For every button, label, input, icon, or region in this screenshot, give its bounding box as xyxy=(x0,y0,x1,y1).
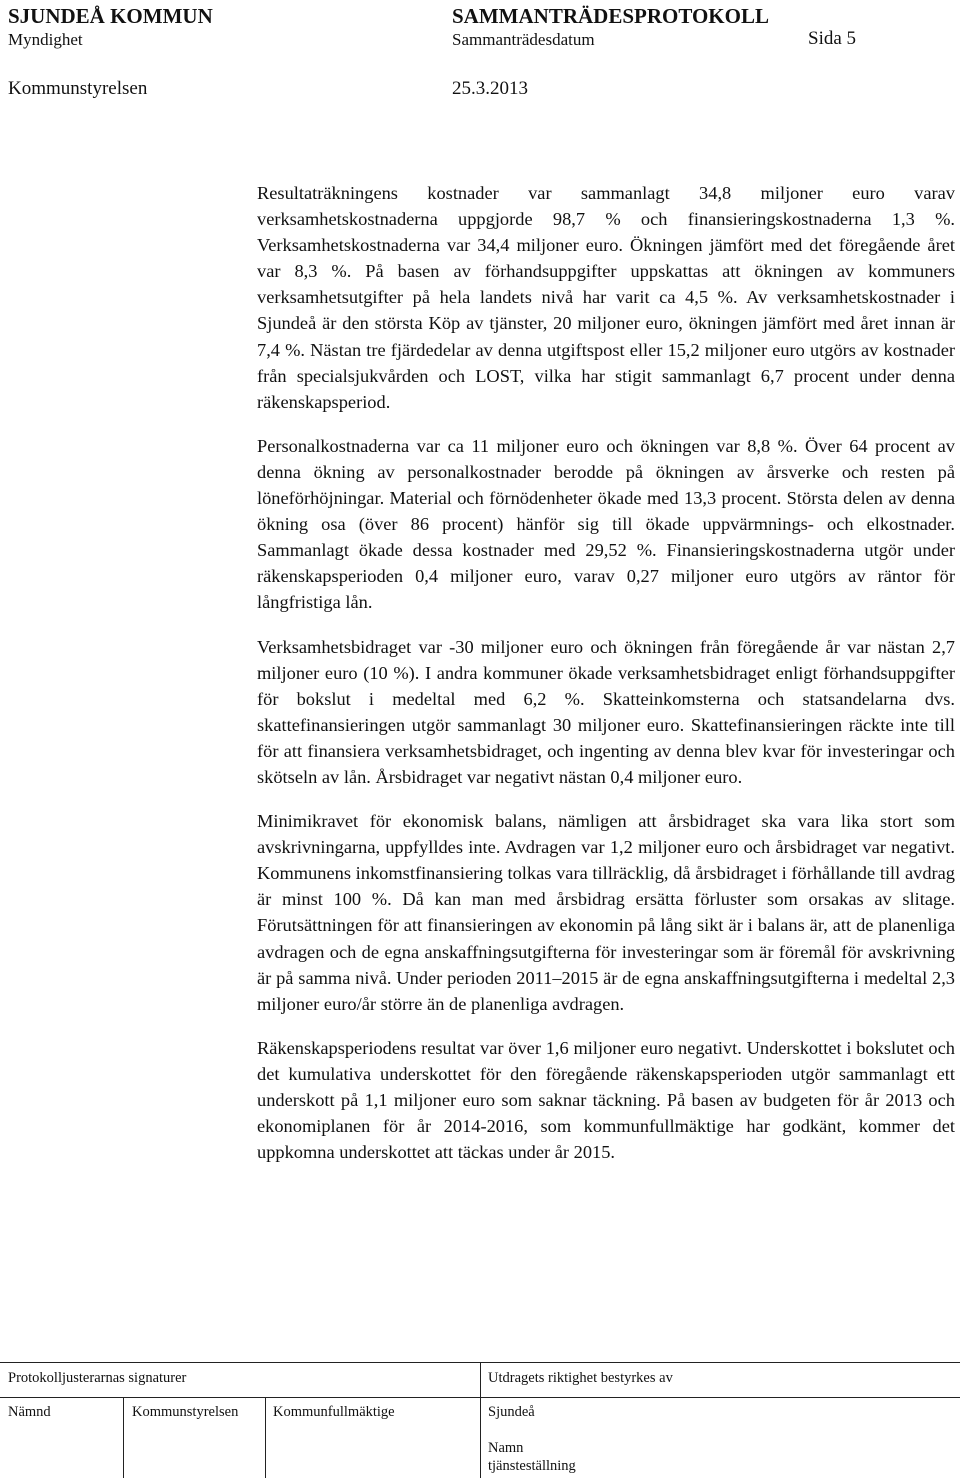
authority-name: Kommunstyrelsen xyxy=(8,78,148,99)
footer-column-divider xyxy=(480,1362,481,1478)
paragraph: Personalkostnaderna var ca 11 miljoner euro och ökningen var 8,8 %. Över 64 procent av denna ökning av personalkostnader berodde på ökningen av årsverke och resten på löneförhöjningar. Material och förnödenheter ökade med 13,3 procent. Största delen av denna ökning osa (över 86 procent) hänför sig till ökade uppvärmnings- och elkostnader. Sammanlagt ökade dessa kostnader med 29,52 %. Finansieringskostnaderna utgör under räkenskapsperioden 0,4 miljoner euro, varav 0,27 miljoner euro utgörs av räntor för långfristiga lån. xyxy=(257,435,955,613)
footer-col-kommunfullmaktige: Kommunfullmäktige xyxy=(273,1404,395,1420)
footer-title-label: tjänsteställning xyxy=(488,1458,576,1474)
authority-label: Myndighet xyxy=(8,30,83,49)
protocol-body xyxy=(257,180,955,1183)
paragraph: Räkenskapsperiodens resultat var över 1,6 miljoner euro negativt. Underskottet i bokslutet och det kumulativa underskottet för den föregående räkenskapsperioden utgör sammanlagt ett underskott på 1,1 miljoner euro som saknar täckning. På basen av budgeten för år 2013 och ekonomiplanen för år 2014-2016, som kommunfullmäktige har godkänt, kommer det uppkomna underskottet att täckas under år 2015. xyxy=(257,1037,955,1163)
date-label: Sammanträdesdatum xyxy=(452,30,595,49)
page-number: Sida 5 xyxy=(808,28,857,49)
meeting-date: 25.3.2013 xyxy=(452,78,528,99)
footer-col-kommunstyrelsen: Kommunstyrelsen xyxy=(132,1404,239,1420)
paragraph: Minimikravet för ekonomisk balans, nämligen att årsbidraget ska vara lika stort som avskrivningarna, uppfylldes inte. Avdragen var 1,2 miljoner euro och årsbidraget var negativt. Kommunens inkomstfinansiering tolkas vara tillräcklig, då årsbidraget i förhållande till avdrag är minst 100 %. Då kan man med årsbidrag ersätta förluster som orsakas av slitage. Förutsättningen för att finansieringen av ekonomin på lång sikt är i balans är, att de planenliga avdragen och de egna anskaffningsutgifterna för investeringar som är föremål för avskrivning är på samma nivå. Under perioden 2011–2015 är de egna anskaffningsutgifterna i medeltal 2,3 miljoner euro/år större än de planenliga avdragen. xyxy=(257,811,955,1014)
footer-column-divider xyxy=(123,1397,124,1478)
certified-label: Utdragets riktighet bestyrkes av xyxy=(488,1370,673,1386)
municipality-name: SJUNDEÅ KOMMUN xyxy=(8,4,213,28)
footer-col-sjundea: Sjundeå xyxy=(488,1404,535,1420)
footer-col-namnd: Nämnd xyxy=(8,1404,51,1420)
document-type: SAMMANTRÄDESPROTOKOLL xyxy=(452,4,769,28)
signatures-label: Protokolljusterarnas signaturer xyxy=(8,1370,187,1386)
paragraph: Resultaträkningens kostnader var sammanlagt 34,8 miljoner euro varav verksamhetskostnaderna uppgjorde 98,7 % och finansieringskostnaderna 1,3 %. Verksamhetskostnaderna var 34,4 miljoner euro. Ökningen jämfört med det föregående året var 8,3 %. På basen av förhandsuppgifter uppskattas att ökningen av kommuners verksamhetsutgifter på hela landets nivå har varit ca 4,5 %. Av verksamhetskostnader i Sjundeå är den största Köp av tjänster, 20 miljoner euro, ökningen jämfört med året innan är 7,4 %. Nästan tre fjärdedelar av denna utgiftspost eller 15,2 miljoner euro utgörs av kostnader från specialsjukvården och LOST, vilka har stigit sammanlagt 6,7 procent under denna räkenskapsperiod. xyxy=(257,183,955,412)
footer-column-divider xyxy=(265,1397,266,1478)
footer-name-label: Namn xyxy=(488,1440,524,1456)
paragraph: Verksamhetsbidraget var -30 miljoner euro och ökningen från föregående år var nästan 2,7 miljoner euro (10 %). I andra kommuner ökade verksamhetsbidraget enligt förhandsuppgifter för bokslut i medeltal med 6,2 %. Skatteinkomsterna och statsandelarna dvs. skattefinansieringen utgör sammanlagt 30 miljoner euro. Skattefinansieringen räckte inte till för att finansiera verksamhetsbidraget, och ingenting av denna blev kvar för investeringar och skötseln av lån. Årsbidraget var negativt nästan 0,4 miljoner euro. xyxy=(257,636,955,787)
